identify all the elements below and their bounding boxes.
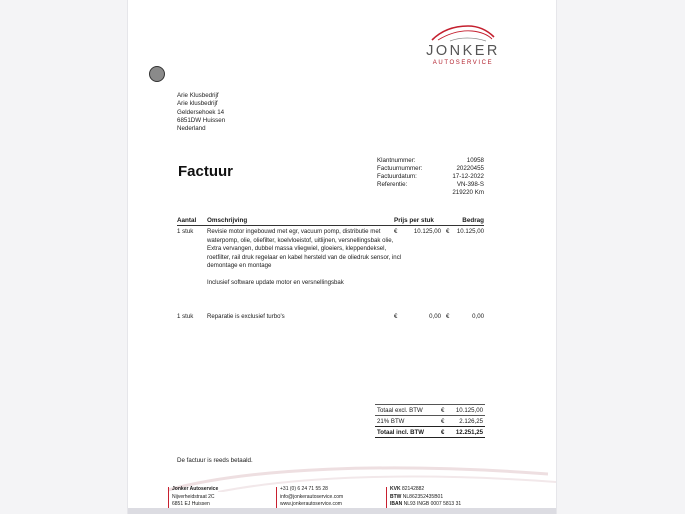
company-logo: [408, 22, 518, 72]
document-title: Factuur: [178, 163, 234, 180]
recipient-address: [177, 92, 225, 133]
vat-row: [375, 415, 485, 426]
meta-value: 10958: [466, 157, 484, 164]
footer-company-name: Jonker Autoservice: [172, 486, 219, 492]
footer-btw: [390, 494, 461, 502]
footer-city: 6851 EJ Huissen: [172, 501, 210, 507]
footer-phone: +31 (0) 6 24 71 55 28: [280, 486, 328, 492]
row-price-currency: €: [394, 313, 398, 320]
meta-label: Factuurnummer:: [377, 165, 423, 172]
payment-note: De factuur is reeds betaald.: [177, 457, 253, 464]
footer-street: Nijverheidstraat 2C: [172, 493, 215, 500]
total-currency: €: [441, 407, 445, 414]
col-qty-header: Aantal: [177, 217, 197, 224]
row-desc-note: Inclusief software update motor en versnellingsbak: [207, 279, 344, 286]
address-line: Nederland: [177, 125, 206, 133]
meta-label: Referentie:: [377, 181, 408, 188]
row-amount: 10.125,00: [456, 228, 484, 235]
mileage-value: 219220 Km: [452, 189, 484, 196]
row-description: [207, 228, 403, 288]
annotation-marker[interactable]: [149, 66, 165, 82]
grand-total-row: [375, 426, 485, 438]
row-description: [207, 313, 403, 322]
table-header: [177, 217, 484, 226]
meta-value: 17-12-2022: [452, 173, 484, 180]
total-value: 12.251,25: [455, 429, 483, 436]
address-line: Arie Klusbedrijf: [177, 92, 219, 99]
meta-row: [377, 181, 484, 189]
total-label: Totaal incl. BTW: [377, 429, 424, 436]
footer-contact: [276, 486, 343, 509]
row-qty: 1 stuk: [177, 313, 194, 320]
total-value: 10.125,00: [455, 407, 483, 414]
id-label: IBAN: [390, 501, 403, 507]
row-price-currency: €: [394, 228, 398, 235]
id-value: 82142882: [401, 486, 425, 492]
id-label: KVK: [390, 486, 401, 492]
meta-row: [377, 157, 484, 165]
footer-ids: [386, 486, 461, 509]
row-qty: 1 stuk: [177, 228, 194, 235]
subtotal-row: [375, 404, 485, 415]
row-desc-text: Reparatie is exclusief turbo's: [207, 313, 285, 320]
total-value: 2.126,25: [459, 418, 483, 425]
id-label: BTW: [390, 493, 402, 500]
row-price: 0,00: [429, 313, 441, 320]
car-silhouette-icon: [430, 22, 496, 44]
footer-kvk: [390, 486, 461, 494]
totals-table: [375, 404, 485, 438]
row-amount: 0,00: [472, 313, 484, 320]
row-price: 10.125,00: [413, 228, 441, 235]
row-desc-text: Revisie motor ingebouwd met egr, vacuum pomp, distributie met waterpomp, olie, oliefilter, koelvloeistof, uitlijnen, versnellingsbak olie, Extra vervangen, dubbel massa vliegwiel, gloeiers, kleppendeksel, roetfilter, rail druk regelaar en kabel hersteld van de oliedruk sensor, incl demontage en montage: [207, 228, 402, 269]
page-bottom-strip: [128, 508, 556, 514]
total-currency: €: [441, 429, 445, 436]
brand-name: JONKER: [426, 43, 500, 59]
meta-label: Klantnummer:: [377, 157, 416, 164]
total-label: Totaal excl. BTW: [377, 407, 423, 414]
meta-value: 20220455: [456, 165, 484, 172]
meta-label: Factuurdatum:: [377, 173, 417, 180]
id-value: NL862352435B01: [402, 493, 444, 500]
brand-subtitle: AUTOSERVICE: [432, 60, 494, 66]
total-label: 21% BTW: [377, 418, 405, 425]
row-amount-currency: €: [446, 228, 450, 235]
invoice-meta: [377, 157, 484, 197]
meta-row: [377, 165, 484, 173]
id-value: NL93 INGB 0007 5813 31: [403, 501, 462, 507]
invoice-page: [127, 0, 557, 514]
address-line: Geldersehoek 14: [177, 108, 225, 116]
footer-email: info@jonkerautoservice.com: [280, 493, 344, 500]
meta-value: VN-398-S: [456, 181, 484, 188]
address-line: 6851DW Huissen: [177, 116, 226, 124]
col-desc-header: Omschrijving: [207, 217, 248, 224]
row-amount-currency: €: [446, 313, 450, 320]
footer-website: www.jonkerautoservice.com: [280, 501, 342, 507]
footer-company: [168, 486, 218, 509]
col-amount-header: Bedrag: [462, 217, 484, 224]
meta-row: [377, 173, 484, 181]
total-currency: €: [441, 418, 445, 425]
col-price-header: Prijs per stuk: [394, 217, 434, 224]
address-line: Arie klusbedrijf: [177, 100, 218, 108]
